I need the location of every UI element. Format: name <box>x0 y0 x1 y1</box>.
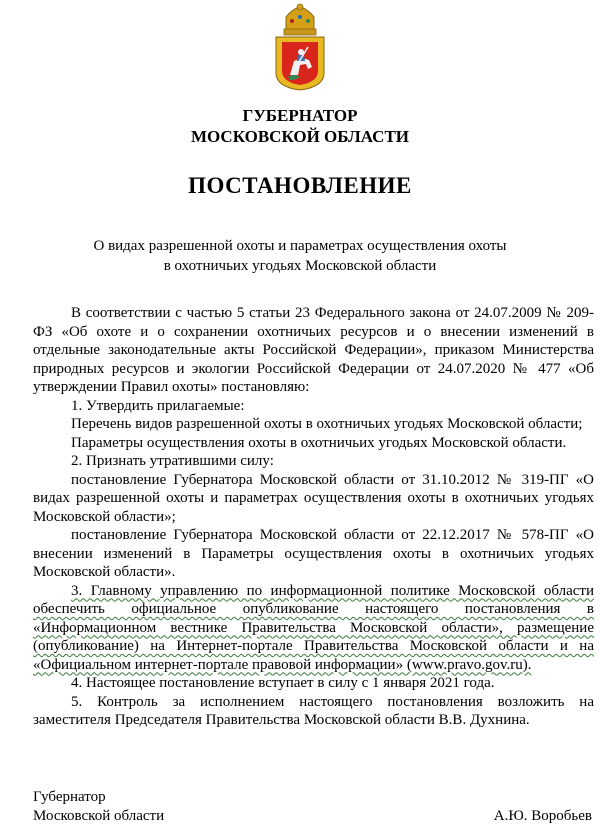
subject-line1: О видах разрешенной охоты и параметрах осуществления охоты <box>93 238 507 254</box>
item-3: 3. Главному управлению по информационной политике Московской области обеспечить официальное опубликование настоящего постановления в «Информационном вестнике Правительства Московской области», размещение (опубликование) на Интернет-портале Правительства Московской области и на «Официальном интернет-портале правовой информации» (www.pravo.gov.ru). <box>33 582 594 673</box>
item-4: 4. Настоящее постановление вступает в силу с 1 января 2021 года. <box>71 675 495 691</box>
item-2-subitem-b: постановление Губернатора Московской области от 22.12.2017 № 578-ПГ «О внесении изменений в Параметры осуществления охоты в охотничьих угодьях Московской области». <box>33 527 594 580</box>
document-subject <box>0 236 600 276</box>
document-type-title: ПОСТАНОВЛЕНИЕ <box>188 173 412 198</box>
subject-line2: в охотничьих угодьях Московской области <box>163 258 437 274</box>
signature-title <box>33 788 164 826</box>
item-2: 2. Признать утратившими силу: <box>71 453 274 469</box>
signature-title-line1: Губернатор <box>33 789 106 805</box>
document-body <box>33 304 594 730</box>
coat-of-arms-emblem <box>272 3 328 91</box>
preamble-paragraph: В соответствии с частью 5 статьи 23 Федерального закона от 24.07.2009 № 209-ФЗ «Об охоте и о сохранении охотничьих ресурсов и о внесении изменений в отдельные законодательные акты Российской Федерации», приказом Министерства природных ресурсов и экологии Российской Федерации от 24.07.2020 № 477 «Об утверждении Правил охоты» постановляю: <box>33 305 594 395</box>
item-5: 5. Контроль за исполнением настоящего постановления возложить на заместителя Председателя Правительства Московской области В.В. Духнина. <box>33 693 594 728</box>
item-1: 1. Утвердить прилагаемые: <box>71 397 245 414</box>
item-1-subitem-a: Перечень видов разрешенной охоты в охотничьих угодьях Московской области; <box>71 416 583 432</box>
item-1-subitem-b: Параметры осуществления охоты в охотничьих угодьях Московской области. <box>71 434 567 451</box>
issuer-title-line2: МОСКОВСКОЙ ОБЛАСТИ <box>190 127 410 146</box>
signatory-name: А.Ю. Воробьев <box>493 808 592 824</box>
issuer-title-line1: ГУБЕРНАТОР <box>242 106 358 125</box>
signature-title-line2: Московской области <box>33 808 165 824</box>
item-2-subitem-a: постановление Губернатора Московской области от 31.10.2012 № 319-ПГ «О видах разрешенной охоты и параметрах осуществления охоты в охотничьих угодьях Московской области»; <box>33 471 594 525</box>
